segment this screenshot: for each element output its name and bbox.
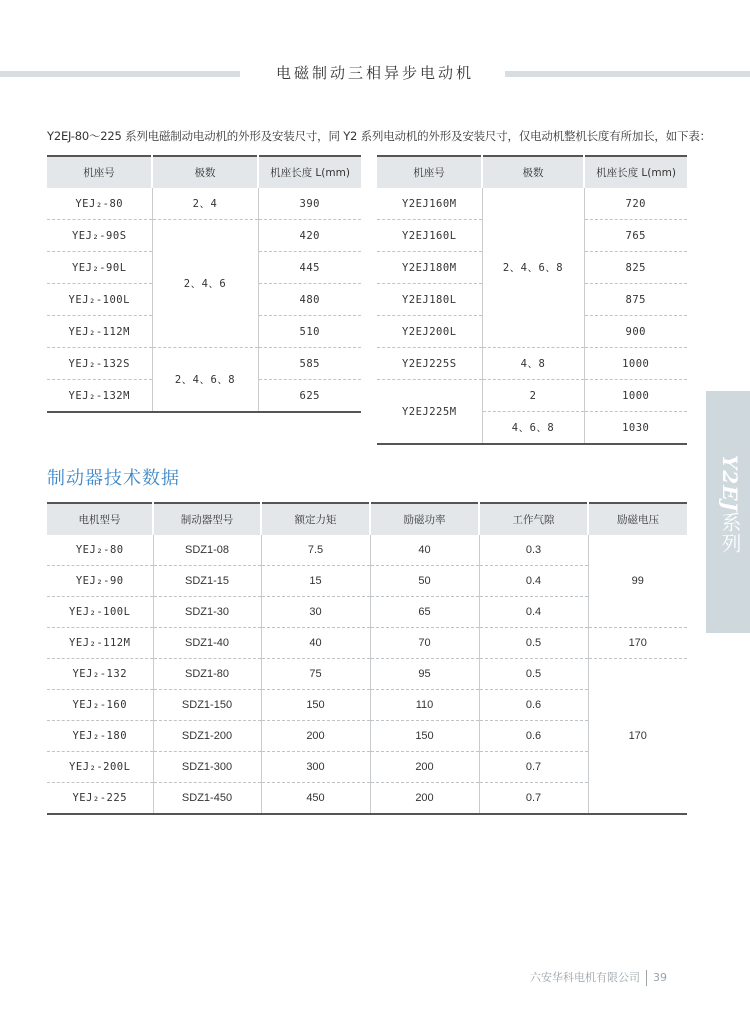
gap-cell: 0.5: [479, 659, 588, 690]
company-name: 六安华科电机有限公司: [530, 971, 640, 984]
power-cell: 40: [370, 535, 479, 566]
frame-length-table-right: [377, 155, 687, 445]
motor-cell: YEJ₂-80: [75, 544, 124, 556]
torque-cell: 150: [261, 690, 370, 721]
frame-cell: Y2EJ225M: [377, 380, 482, 445]
series-side-label: [716, 455, 745, 554]
length-cell: 510: [258, 316, 361, 348]
frame-cell: YEJ₂-132S: [47, 348, 152, 380]
motor-cell: YEJ₂-160: [47, 690, 153, 721]
voltage-cell: 99: [588, 535, 687, 628]
table-row: [377, 380, 687, 412]
section-title: 制动器技术数据: [47, 468, 180, 489]
brake-cell: SDZ1-150: [153, 690, 261, 721]
torque-cell: 40: [261, 628, 370, 659]
torque-cell: 30: [261, 597, 370, 628]
length-cell: 900: [584, 316, 687, 348]
power-cell: 50: [370, 566, 479, 597]
col-header-length: 机座长度 L(mm): [584, 156, 687, 188]
length-cell: 585: [258, 348, 361, 380]
poles-cell: 4、8: [482, 348, 584, 380]
brake-cell: SDZ1-300: [153, 752, 261, 783]
table-row: [47, 659, 687, 690]
poles-cell: 2、4: [152, 188, 258, 220]
table-row: [47, 220, 361, 252]
frame-cell: YEJ₂-90S: [47, 220, 152, 252]
frame-cell: YEJ₂-100L: [47, 284, 152, 316]
motor-cell: YEJ₂-200L: [47, 752, 153, 783]
page-footer: [530, 969, 667, 986]
power-cell: 95: [370, 659, 479, 690]
length-cell: 765: [584, 220, 687, 252]
col-header-frame: 机座号: [47, 156, 152, 188]
motor-cell: YEJ₂-90: [47, 566, 153, 597]
col-header-motor: 电机型号: [47, 503, 153, 535]
torque-cell: 7.5: [261, 535, 370, 566]
poles-cell: 2、4、6、8: [482, 188, 584, 348]
col-header-gap: 工作气隙: [479, 503, 588, 535]
col-header-torque: 额定力矩: [261, 503, 370, 535]
length-cell: 825: [584, 252, 687, 284]
gap-cell: 0.6: [479, 721, 588, 752]
length-cell: 720: [584, 188, 687, 220]
series-word: 系列: [718, 511, 742, 554]
gap-cell: 0.4: [479, 597, 588, 628]
poles-cell: 2: [482, 380, 584, 412]
table-row: [47, 188, 361, 220]
frame-length-table-left: [47, 155, 361, 413]
motor-cell: YEJ₂-180: [47, 721, 153, 752]
page-title: 电磁制动三相异步电动机: [275, 64, 474, 82]
poles-cell: 2、4、6、8: [152, 348, 258, 413]
torque-cell: 450: [261, 783, 370, 815]
col-header-frame: 机座号: [377, 156, 482, 188]
length-cell: 480: [258, 284, 361, 316]
length-cell: 390: [258, 188, 361, 220]
frame-cell: Y2EJ160L: [377, 220, 482, 252]
gap-cell: 0.7: [479, 752, 588, 783]
brake-cell: SDZ1-450: [153, 783, 261, 815]
length-cell: 420: [258, 220, 361, 252]
voltage-cell: 170: [588, 659, 687, 815]
col-header-power: 励磁功率: [370, 503, 479, 535]
footer-divider: [646, 970, 647, 986]
frame-cell: Y2EJ180M: [377, 252, 482, 284]
torque-cell: 15: [261, 566, 370, 597]
motor-cell: YEJ₂-100L: [47, 597, 153, 628]
table-row: [47, 628, 687, 659]
torque-cell: 200: [261, 721, 370, 752]
length-cell: 445: [258, 252, 361, 284]
table-row: [47, 348, 361, 380]
frame-cell: YEJ₂-80: [75, 197, 124, 210]
brake-cell: SDZ1-08: [153, 535, 261, 566]
frame-cell: Y2EJ180L: [377, 284, 482, 316]
frame-cell: Y2EJ160M: [401, 197, 457, 210]
torque-cell: 75: [261, 659, 370, 690]
power-cell: 200: [370, 752, 479, 783]
brake-cell: SDZ1-40: [153, 628, 261, 659]
col-header-poles: 极数: [482, 156, 584, 188]
torque-cell: 300: [261, 752, 370, 783]
length-cell: 1000: [584, 380, 687, 412]
header-rule-left: [0, 71, 240, 77]
gap-cell: 0.4: [479, 566, 588, 597]
series-code: Y2EJ: [718, 455, 742, 512]
brake-spec-table: [47, 502, 687, 815]
brake-cell: SDZ1-80: [153, 659, 261, 690]
length-cell: 625: [258, 380, 361, 413]
gap-cell: 0.5: [479, 628, 588, 659]
power-cell: 200: [370, 783, 479, 815]
motor-cell: YEJ₂-225: [47, 783, 153, 815]
voltage-cell: 170: [588, 628, 687, 659]
motor-cell: YEJ₂-112M: [47, 628, 153, 659]
brake-cell: SDZ1-15: [153, 566, 261, 597]
table-row: [377, 348, 687, 380]
power-cell: 65: [370, 597, 479, 628]
frame-cell: YEJ₂-112M: [47, 316, 152, 348]
col-header-voltage: 励磁电压: [588, 503, 687, 535]
brake-cell: SDZ1-200: [153, 721, 261, 752]
length-cell: 875: [584, 284, 687, 316]
power-cell: 70: [370, 628, 479, 659]
brake-cell: SDZ1-30: [153, 597, 261, 628]
gap-cell: 0.3: [479, 535, 588, 566]
gap-cell: 0.6: [479, 690, 588, 721]
poles-cell: 4、6、8: [482, 412, 584, 445]
col-header-poles: 极数: [152, 156, 258, 188]
frame-cell: YEJ₂-132M: [47, 380, 152, 413]
length-cell: 1030: [584, 412, 687, 445]
frame-cell: YEJ₂-90L: [47, 252, 152, 284]
frame-cell: Y2EJ200L: [377, 316, 482, 348]
poles-cell: 2、4、6: [152, 220, 258, 348]
page-number: 39: [653, 971, 667, 984]
header-rule-right: [505, 71, 750, 77]
table-row: [47, 535, 687, 566]
col-header-brake: 制动器型号: [153, 503, 261, 535]
power-cell: 110: [370, 690, 479, 721]
frame-cell: Y2EJ225S: [377, 348, 482, 380]
length-cell: 1000: [584, 348, 687, 380]
gap-cell: 0.7: [479, 783, 588, 815]
table-row: [377, 188, 687, 220]
intro-text: Y2EJ-80～225 系列电磁制动电动机的外形及安装尺寸，同 Y2 系列电动机的外形及安装尺寸，仅电动机整机长度有所加长，如下表：: [47, 129, 711, 143]
col-header-length: 机座长度 L(mm): [258, 156, 361, 188]
motor-cell: YEJ₂-132: [47, 659, 153, 690]
power-cell: 150: [370, 721, 479, 752]
